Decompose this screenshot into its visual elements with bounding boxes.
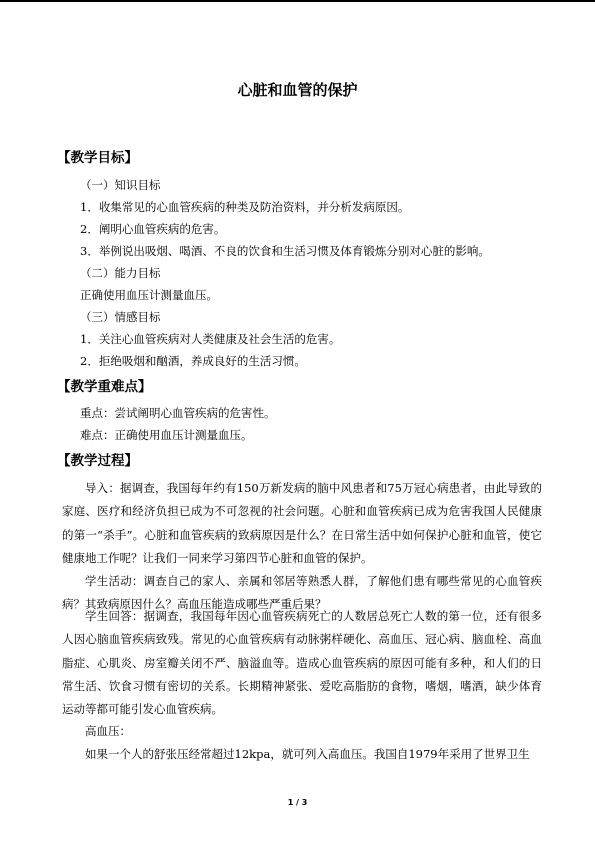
process-paragraph-answer: 学生回答：据调查，我国每年因心血管疾病死亡的人数居总死亡人数的第一位，还有很多人因心脑血管疾病致残。常见的心血管疾病有动脉粥样硬化、高血压、冠心病、脑血栓、高血脂症、心肌炎、房室瓣关闭不严、脑溢血等。造成心血管疾病的原因可能有多种，和人们的日常生活、饮食习惯有密切的关系。长期精神紧张、爱吃高脂肪的食物，嗜烟，嗜酒，缺少体育运动等都可能引发心血管疾病。 <box>62 609 542 717</box>
page-number: 1 / 3 <box>287 798 308 807</box>
process-paragraph-intro: 导入：据调查，我国每年约有150万新发病的脑中风患者和75万冠心病患者，由此导致的家庭、医疗和经济负担已成为不可忽视的社会问题。心脏和血管疾病已成为危害我国人民健康的第一“杀手”。心脏和血管疾病的致病原因是什么？在日常生活中如何保护心脏和血管，使它健康地工作呢？让我们一同来学习第四节心脏和血管的保护。 <box>62 481 542 565</box>
keypoint-difficulty: 难点：正确使用血压计测量血压。 <box>80 428 253 442</box>
knowledge-item: 2．阐明心血管疾病的危害。 <box>80 222 226 236</box>
emotion-item: 1．关注心血管疾病对人类健康及社会生活的危害。 <box>80 332 341 346</box>
keypoint-focus: 重点：尝试阐明心血管疾病的危害性。 <box>80 406 276 420</box>
ability-goals-heading: （二）能力目标 <box>80 266 161 280</box>
ability-goals-text: 正确使用血压计测量血压。 <box>80 288 218 302</box>
knowledge-goals-heading: （一）知识目标 <box>80 178 161 192</box>
knowledge-item: 3．举例说出吸烟、喝酒、不良的饮食和生活习惯及体育锻炼分别对心脏的影响。 <box>80 244 490 258</box>
process-paragraph-activity: 学生活动：调查自己的家人、亲属和邻居等熟悉人群，了解他们患有哪些常见的心血管疾病？其致病原因什么？高血压能造成哪些严重后果？ <box>62 574 542 612</box>
emotion-goals-heading: （三）情感目标 <box>80 310 161 324</box>
section-heading-goals: 【教学目标】 <box>57 150 138 166</box>
emotion-item: 2．拒绝吸烟和酗酒，养成良好的生活习惯。 <box>80 354 306 368</box>
process-paragraph-hypertension: 如果一个人的舒张压经常超过12kpa，就可列入高血压。我国自1979年采用了世界卫生 <box>85 747 530 761</box>
knowledge-item: 1．收集常见的心血管疾病的种类及防治资料，并分析发病原因。 <box>80 200 410 214</box>
process-paragraph-hypertension-heading: 高血压： <box>85 724 131 738</box>
document-title: 心脏和血管的保护 <box>237 81 358 99</box>
section-heading-process: 【教学过程】 <box>57 453 138 469</box>
section-heading-keypoints: 【教学重难点】 <box>57 379 152 395</box>
